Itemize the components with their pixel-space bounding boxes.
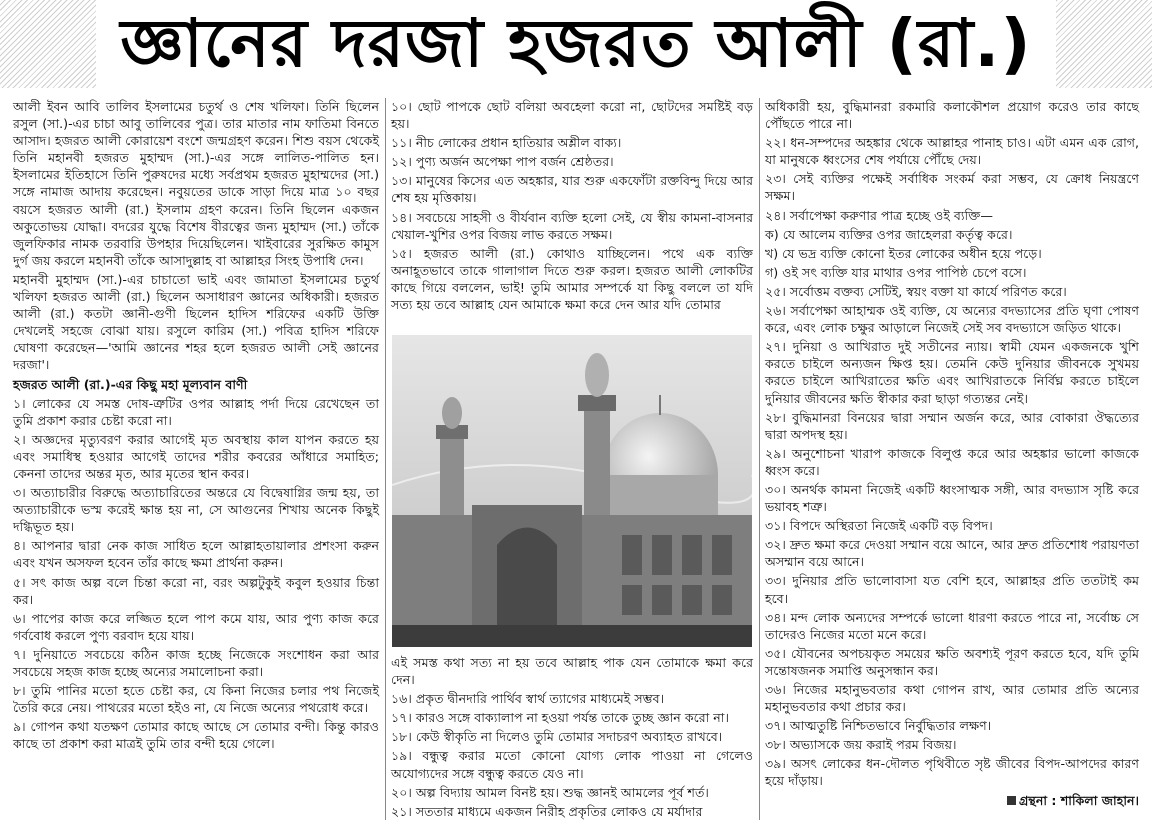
saying-item: ২৮। বুদ্ধিমানরা বিনয়ের দ্বারা সম্মান অর্জন করে, আর বোকারা ঔদ্ধত্যের দ্বারা অপদস্থ হয়। xyxy=(765,409,1139,442)
section-title: হজরত আলী (রা.)-এর কিছু মহা মূল্যবান বাণী xyxy=(13,376,248,392)
saying-item: ১১। নীচ লোকের প্রধান হাতিয়ার অশ্লীল বাক্য। xyxy=(391,135,622,151)
page-title: জ্ঞানের দরজা হজরত আলী (রা.) xyxy=(96,0,1055,88)
intro-paragraph: আলী ইবন আবি তালিব ইসলামের চতুর্থ ও শেষ খলিফা। তিনি ছিলেন রসুল (সা.)-এর চাচা আবু তালিবের পুত্র। তার মাতার নাম ফাতিমা বিনতে আসাদ। হজরত আলী কোরায়েশ বংশে জন্মগ্রহণ করেন। শিশু বয়স থেকেই তিনি মহানবী হজরত মুহাম্মদ (সা.)-এর সঙ্গে লালিত-পালিত হন। ইসলামের ইতিহাসে তিনি পুরুষদের মধ্যে সর্বপ্রথম হজরত মুহাম্মদের (সা.) সঙ্গে নামাজ আদায় করেছেন। নবুয়তের ডাকে সাড়া দিয়ে মাত্র ১০ বছর বয়সে হজরত আলী (রা.) ইসলাম গ্রহণ করেন। তিনি ছিলেন একজন অকুতোভয় যোদ্ধা। বদরের যুদ্ধে বিশেষ বীরত্বের জন্য মুহাম্মদ (সা.) তাঁকে জুলফিকার নামক তরবারি উপহার দিয়েছিলেন। খাইবারের সুরক্ষিত কামুস দুর্গ জয় করলে মহানবী তাঁকে আসাদুল্লাহ বা আল্লাহর সিংহ উপাধি দেন। xyxy=(13,99,379,268)
saying-item: এই সমস্ত কথা সত্য না হয় তবে আল্লাহ পাক যেন তোমাকে ক্ষমা করে দেন। xyxy=(391,655,753,688)
saying-item: ৩৮। অভ্যাসকে জয় করাই পরম বিজয়। xyxy=(765,737,957,753)
column-divider xyxy=(385,98,386,820)
saying-item: ২৪। সর্বাপেক্ষা করুণার পাত্র হচ্ছে ওই ব্যক্তি— xyxy=(765,207,993,223)
saying-item: ২৫। সর্বোত্তম বক্তব্য সেটিই, স্বয়ং বক্তা যা কার্যে পরিণত করে। xyxy=(765,283,1067,299)
saying-item: ১৩। মানুষের কিসের এত অহঙ্কার, যার শুরু একফোঁটা রক্তবিন্দু দিয়ে আর শেষ হয় মৃত্তিকায়। xyxy=(391,173,753,206)
saying-item: ৩৪। মন্দ লোক অন্যদের সম্পর্কে ভালো ধারণা করতে পারে না, সর্বোচ্চ সে তাদেরও নিজের মতো মনে করে। xyxy=(765,609,1139,642)
saying-item: ২৬। সর্বাপেক্ষা আহাম্মক ওই ব্যক্তি, যে অন্যের বদভ্যাসের প্রতি ঘৃণা পোষণ করে, এবং লোক চক্ষুর আড়ালে নিজেই সেই সব বদভ্যাসে জড়িত থাকে। xyxy=(765,303,1139,336)
saying-item: ২০। অল্প বিদ্যায় আমল বিনষ্ট হয়। শুদ্ধ জ্ঞানই আমলের পূর্ব শর্ত। xyxy=(391,784,709,800)
saying-item: ২২। ধন-সম্পদের অহঙ্কার থেকে আল্লাহর পানাহ চাও। এটা এমন এক রোগ, যা মানুষকে ধ্বংসের শেষ পর্যায়ে পৌঁছে দেয়। xyxy=(765,135,1139,168)
saying-item: ৪। আপনার দ্বারা নেক কাজ সাধিত হলে আল্লাহতায়ালার প্রশংসা করুন এবং যখন অসফল হবেন তাঁর কাছে ক্ষমা প্রার্থনা করুন। xyxy=(13,538,379,571)
entrance-arch xyxy=(497,528,557,626)
saying-item: ৬। পাপের কাজ করে লজ্জিত হলে পাপ কমে যায়, আর পুণ্য কাজ করে গর্ববোধ করলে পুণ্য বরবাদ হয়ে যায়। xyxy=(13,610,379,643)
square-bullet-icon xyxy=(1007,796,1016,805)
saying-item: ৩৩। দুনিয়ার প্রতি ভালোবাসা যত বেশি হবে, আল্লাহর প্রতি ততটাই কম হবে। xyxy=(765,573,1139,606)
column-3 xyxy=(765,98,1139,811)
saying-item: ৫। সৎ কাজ অল্প বলে চিন্তা করো না, বরং অল্পটুকুই কবুল হওয়ার চিন্তা কর। xyxy=(13,574,379,607)
saying-item: ২। অজ্ঞদের মৃত্যুবরণ করার আগেই মৃত অবস্থায় কাল যাপন করতে হয় এবং সমাধিস্থ হওয়ার আগেই তাদের শরীর কবরের আঁধারে সমাহিত; কেননা তাদের অন্তর মৃত, আর মৃতের স্থান কবর। xyxy=(13,431,379,481)
crowd xyxy=(392,625,752,647)
credit-name: শাকিলা জাহান। xyxy=(1060,792,1139,808)
saying-item: ২৯। অনুশোচনা খারাপ কাজকে বিলুপ্ত করে আর অহঙ্কার ভালো কাজকে ধ্বংস করে। xyxy=(765,445,1139,478)
saying-item: গ) ওই সৎ ব্যক্তি যার মাথার ওপর পাপিষ্ঠ চেপে বসে। xyxy=(765,264,1027,280)
shrine-illustration xyxy=(392,335,752,647)
saying-item: ২১। সততার মাধ্যমে একজন নিরীহ প্রকৃতির লোকও যে মর্যাদার xyxy=(391,803,703,819)
saying-item: ৩০। অনর্থক কামনা নিজেই একটি ধ্বংসাত্মক সঙ্গী, আর বদভ্যাস সৃষ্টি করে ভয়াবহ শত্রু। xyxy=(765,481,1139,515)
saying-item: ২৩। সেই ব্যক্তির পক্ষেই সর্বাধিক সংকর্ম করা সম্ভব, যে ক্রোধ নিয়ন্ত্রণে সক্ষম। xyxy=(765,171,1139,204)
saying-item: ১৭। কারও সঙ্গে বাক্যালাপ না হওয়া পর্যন্ত তাকে তুচ্ছ জ্ঞান করো না। xyxy=(391,710,729,726)
saying-item: অধিকারী হয়, বুদ্ধিমানরা রকমারি কলাকৌশল প্রয়োগ করেও তার কাছে পৌঁছতে পারে না। xyxy=(765,99,1139,132)
saying-item: ২৭। দুনিয়া ও আখিরাত দুই সতীনের ন্যায়। স্বামী যেমন একজনকে খুশি করতে চাইলে অন্যজন ক্ষিপ্ত হয়। তেমনি কেউ দুনিয়ার জীবনকে সুখময় করতে চাইলে আখিরাতের ক্ষতি এবং আখিরাতকে নির্বিঘ্ন করতে চাইলে দুনিয়ার জীবনের ক্ষতি স্বীকার করা ছাড়া গত্যন্তর নেই। xyxy=(765,339,1139,406)
saying-item: ১। লোকের যে সমস্ত দোষ-ত্রুটির ওপর আল্লাহ পর্দা দিয়ে রেখেছেন তা তুমি প্রকাশ করার চেষ্টা করো না। xyxy=(13,395,379,428)
saying-item: ৩৬। নিজের মহানুভবতার কথা গোপন রাখ, আর তোমার প্রতি অন্যের মহানুভবতার কথা প্রচার কর। xyxy=(765,682,1139,715)
title-bar xyxy=(0,0,1152,88)
saying-item: ৩৭। আত্মতুষ্টি নিশ্চিতভাবে নির্বুদ্ধিতার লক্ষণ। xyxy=(765,718,992,734)
saying-item: ক) যে আলেম ব্যক্তির ওপর জাহেলরা কর্তৃত্ব করে। xyxy=(765,226,1013,242)
author-credit xyxy=(765,792,1139,809)
saying-item: ৩২। দ্রুত ক্ষমা করে দেওয়া সম্মান বয়ে আনে, আর দ্রুত প্রতিশোধ পরায়ণতা অসম্মান বয়ে আনে। xyxy=(765,537,1139,570)
saying-item: ৮। তুমি পানির মতো হতে চেষ্টা কর, যে কিনা নিজের চলার পথ নিজেই তৈরি করে নেয়। পাথরের মতো হইও না, যে নিজে অন্যের পথরোধ করে। xyxy=(13,683,379,716)
saying-item: ৯। গোপন কথা যতক্ষণ তোমার কাছে আছে সে তোমার বন্দী। কিন্তু কারও কাছে তা প্রকাশ করা মাত্রই তুমি তার বন্দী হয়ে গেলে। xyxy=(13,719,379,752)
credit-label: গ্রন্থনা : xyxy=(1018,792,1057,808)
column-1 xyxy=(13,98,379,754)
saying-item: ১৬। প্রকৃত দ্বীনদারি পার্থিব স্বার্থ ত্যাগের মাধ্যমেই সম্ভব। xyxy=(391,691,665,707)
saying-item: ১৪। সবচেয়ে সাহসী ও বীর্যবান ব্যক্তি হলো সেই, যে স্বীয় কামনা-বাসনার খেয়াল-খুশির ওপর বিজয় লাভ করতে সক্ষম। xyxy=(391,209,753,242)
saying-item: ৩৫। যৌবনের অপচয়কৃত সময়ের ক্ষতি অবশ্যই পূরণ করতে হবে, যদি তুমি সন্তোষজনক সমাপ্তি অনুসন্ধান কর। xyxy=(765,645,1139,678)
saying-item: ১৮। কেউ স্বীকৃতি না দিলেও তুমি তোমার সদাচরণ অব্যাহত রাখবে। xyxy=(391,729,723,745)
saying-item: ৭। দুনিয়াতে সবচেয়ে কঠিন কাজ হচ্ছে নিজেকে সংশোধন করা আর সবচেয়ে সহজ কাজ হচ্ছে অন্যের সমালোচনা করা। xyxy=(13,646,379,679)
column-2-bottom xyxy=(391,654,753,822)
saying-item: ১৯। বন্ধুত্ব করার মতো কোনো যোগ্য লোক পাওয়া না গেলেও অযোগ্যদের সঙ্গে বন্ধুত্ব করতে যেও না। xyxy=(391,748,753,781)
saying-item: ৩১। বিপদে অস্থিরতা নিজেই একটি বড় বিপদ। xyxy=(765,518,993,534)
shrine-photo xyxy=(392,335,752,647)
saying-item: ১৫। হজরত আলী (রা.) কোথাও যাচ্ছিলেন। পথে এক ব্যক্তি অনাহূতভাবে তাকে গালাগাল দিতে শুরু করল। হজরত আলী লোকটির কাছে গিয়ে বললেন, ভাই! তুমি আমার সম্পর্কে যা কিছু বললে তা যদি সত্য হয় তবে আল্লাহ যেন আমাকে ক্ষমা করে দেন আর যদি তোমার xyxy=(391,245,753,313)
column-divider xyxy=(759,98,760,820)
saying-item: খ) যে ভদ্র ব্যক্তি কোনো ইতর লোকের অধীন হয়ে পড়ে। xyxy=(765,245,1042,261)
saying-item: ১২। পুণ্য অর্জন অপেক্ষা পাপ বর্জন শ্রেষ্ঠতর। xyxy=(391,154,614,170)
saying-item: ৩৯। অসৎ লোকের ধন-দৌলত পৃথিবীতে সৃষ্ট জীবের বিপদ-আপদের কারণ হয়ে দাঁড়ায়। xyxy=(765,756,1139,789)
saying-item: ৩। অত্যাচারীর বিরুদ্ধে অত্যাচারিতের অন্তরে যে বিদ্বেষাগ্নির জন্ম হয়, তা অত্যাচারীকে ভস্ম করেই ক্ষান্ত হয় না, সে আগুনের শিখায় অনেক কিছুই দগ্ধিভূত হয়। xyxy=(13,485,379,535)
column-2-top xyxy=(391,98,753,315)
intro-paragraph: মহানবী মুহাম্মদ (সা.)-এর চাচাতো ভাই এবং জামাতা ইসলামের চতুর্থ খলিফা হজরত আলী (রা.) ছিলেন অসাধারণ জ্ঞানের অধিকারী। হজরত আলী (রা.) কতটা জ্ঞানী-গুণী ছিলেন হাদিস শরিফের একটি উক্তি দেখলেই সহজে বোঝা যায়। রসুলে কারিম (সা.) পবিত্র হাদিস শরিফে ঘোষণা করেছেন—'আমি জ্ঞানের শহর হলে হজরত আলী সেই জ্ঞানের দরজা'। xyxy=(13,271,379,373)
saying-item: ১০। ছোট পাপকে ছোট বলিয়া অবহেলা করো না, ছোটদের সমষ্টিই বড় হয়। xyxy=(391,99,753,132)
